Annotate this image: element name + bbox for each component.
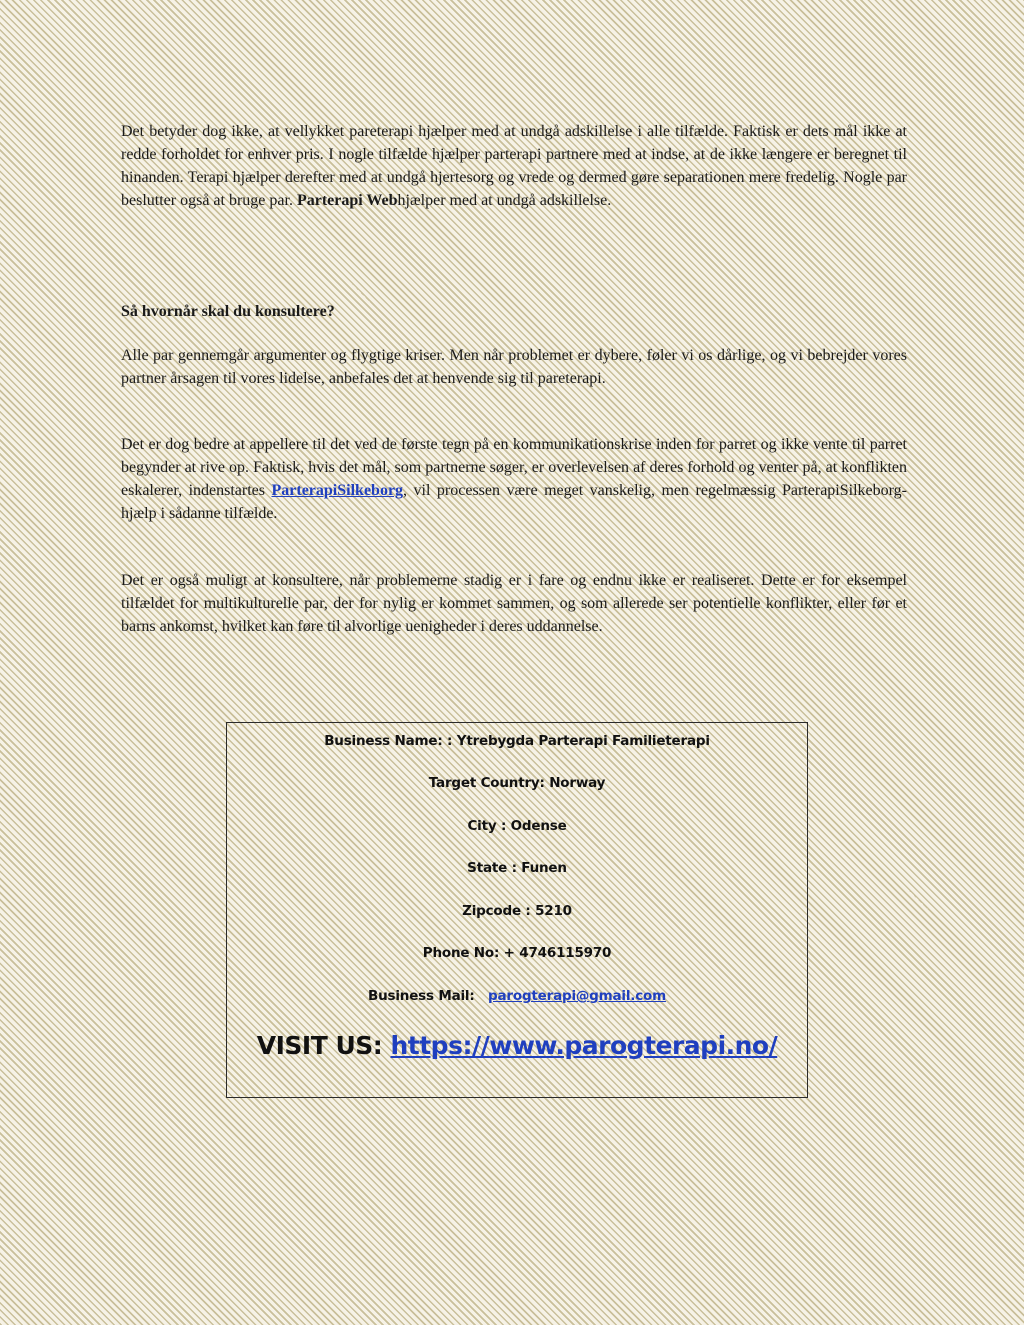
- document-body: [121, 120, 907, 635]
- business-mail: [227, 988, 807, 1004]
- business-mail-label: Business Mail:: [368, 988, 475, 1004]
- section-heading: Så hvornår skal du konsultere?: [121, 303, 335, 320]
- parterapisilkeborg-link[interactable]: ParterapiSilkeborg: [271, 482, 404, 499]
- city: City : Odense: [467, 818, 567, 834]
- zipcode: Zipcode : 5210: [462, 903, 572, 919]
- phone-number: Phone No: + 4746115970: [422, 945, 612, 961]
- paragraph-2: Alle par gennemgår argumenter og flygtige kriser. Men når problemet er dybere, føler vi os dårlige, og vi bebrejder vores partner årsagen til vores lidelse, anbefales det at henvende sig til pareterapi.: [121, 347, 907, 387]
- paragraph-1-text-after: hjælper med at undgå adskillelse.: [397, 192, 612, 209]
- business-mail-link[interactable]: parogterapi@gmail.com: [488, 988, 666, 1004]
- visit-us: [227, 1031, 807, 1060]
- website-link[interactable]: https://www.parogterapi.no/: [390, 1031, 778, 1060]
- paragraph-4: Det er også muligt at konsultere, når problemerne stadig er i fare og endnu ikke er realiseret. Dette er for eksempel tilfældet for multikulturelle par, der for nylig er kommet sammen, og som allerede ser potentielle konflikter, eller før et barns ankomst, hvilket kan føre til alvorlige uenigheder i deres uddannelse.: [121, 572, 907, 635]
- visit-us-label: VISIT US:: [256, 1031, 383, 1060]
- paragraph-1: [121, 120, 907, 212]
- paragraph-1-text-before: Det betyder dog ikke, at vellykket pareterapi hjælper med at undgå adskillelse i alle tilfælde. Faktisk er dets mål ikke at redde forholdet for enhver pris. I nogle tilfælde hjælper parterapi partnere med at indse, at de ikke længere er beregnet til hinanden. Terapi hjælper derefter med at undgå hjertesorg og vrede og dermed gøre separationen mere fredelig. Nogle par beslutter også at bruge par.: [121, 123, 907, 209]
- paragraph-3-text-before: Det er dog bedre at appellere til det ved de første tegn på en kommunikationskrise inden for parret og ikke vente til parret begynder at rive op. Faktisk, hvis det mål, som partnerne søger, er overlevelsen af deres forhold og venter på, at konflikten eskalerer, indenstartes: [121, 436, 907, 499]
- paragraph-3-text-after: , vil processen være meget vanskelig, men regelmæssig ParterapiSilkeborg-hjælp i sådanne tilfælde.: [121, 482, 907, 522]
- business-info-box: [226, 722, 808, 1098]
- parterapi-web-bold: Parterapi Web: [296, 192, 398, 209]
- target-country: Target Country: Norway: [428, 775, 606, 791]
- paragraph-3: [121, 433, 907, 525]
- state: State : Funen: [467, 860, 567, 876]
- business-name: Business Name: : Ytrebygda Parterapi Familieterapi: [324, 733, 710, 749]
